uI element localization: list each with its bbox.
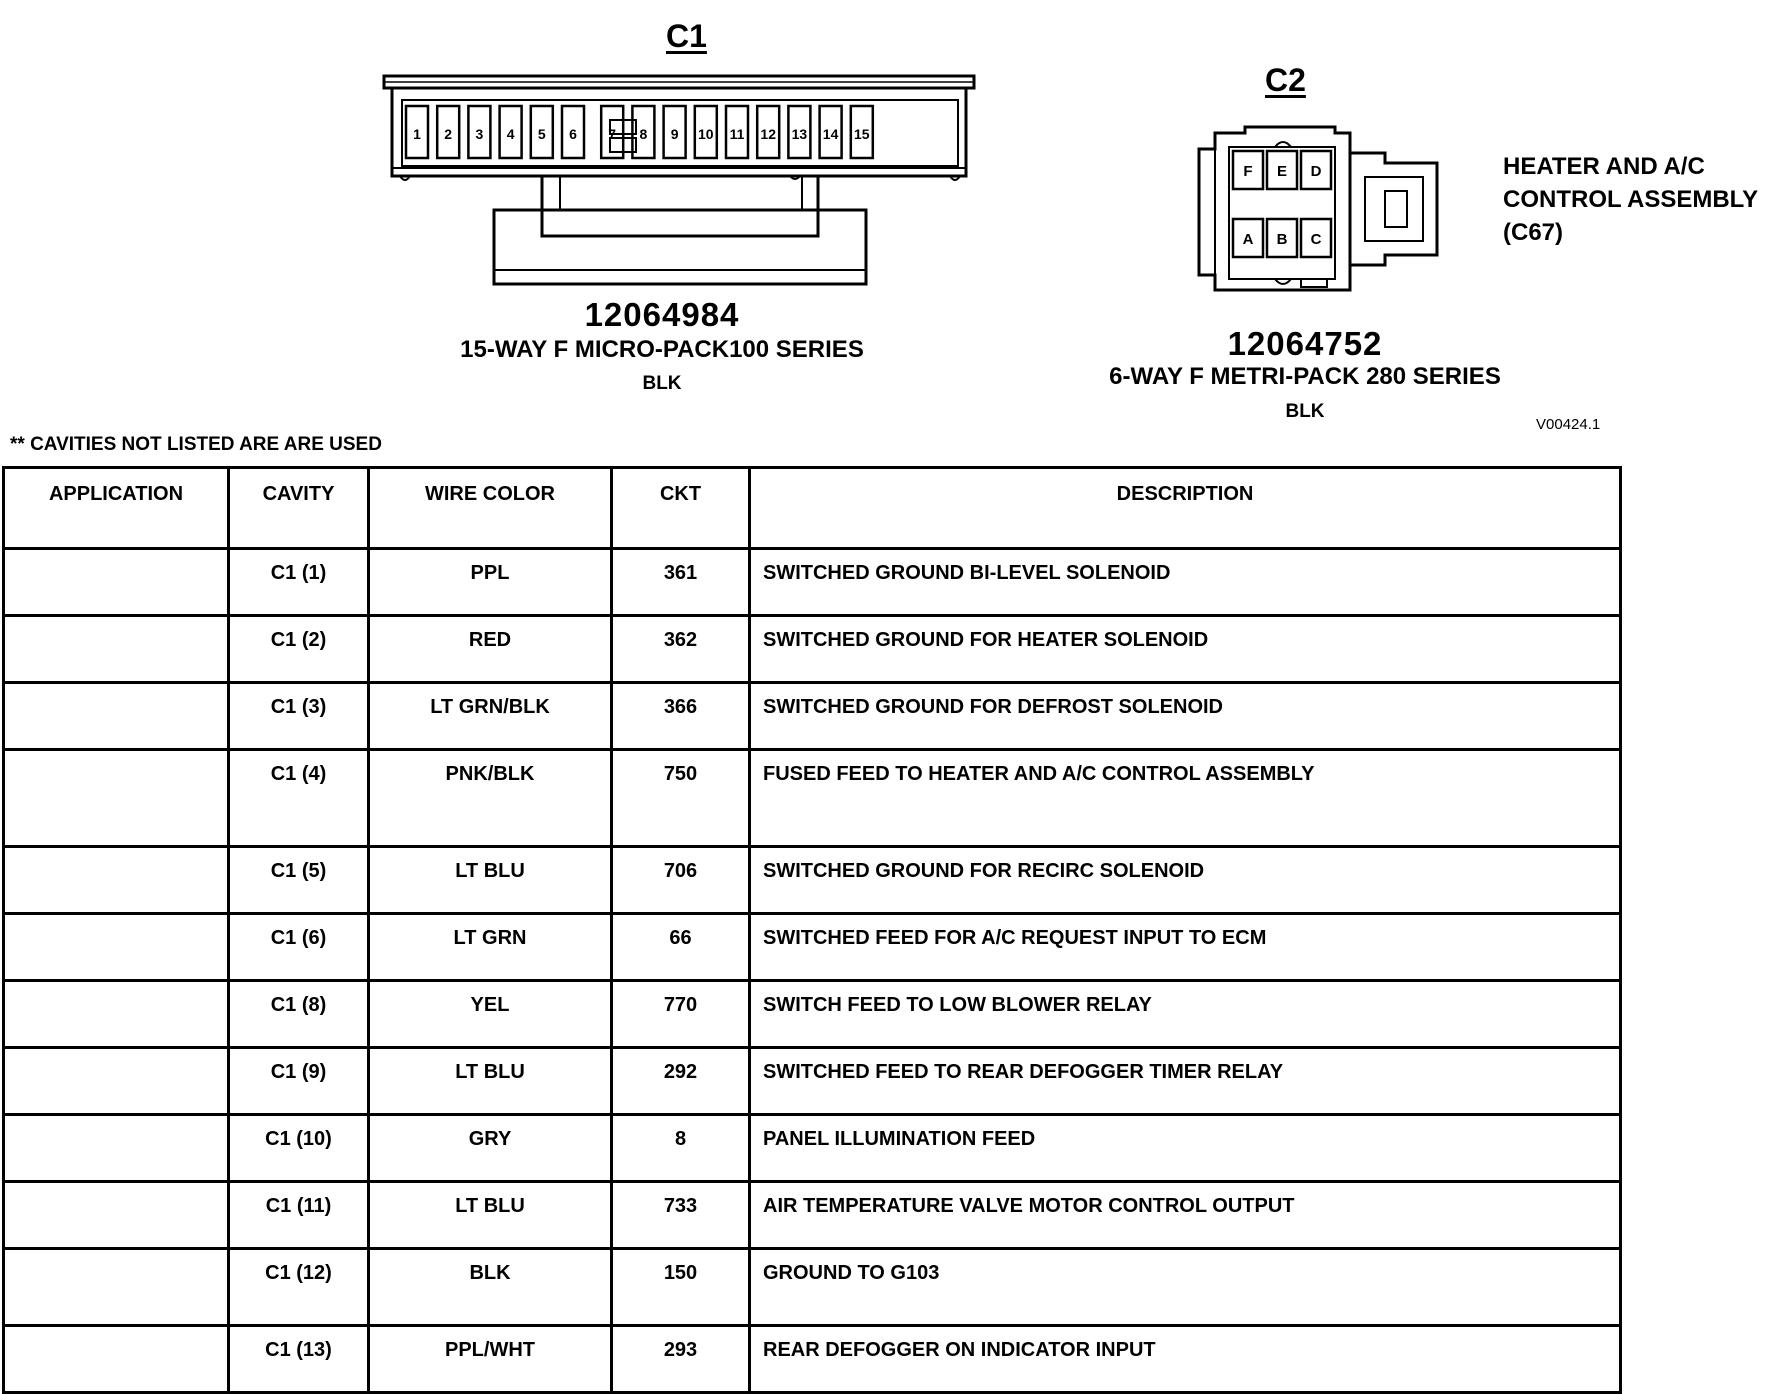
c1-color: BLK <box>642 373 682 394</box>
cell-wire-color: PPL <box>369 549 612 616</box>
c1-series: 15-WAY F MICRO-PACK100 SERIES <box>460 336 864 363</box>
cell-cavity: C1 (13) <box>229 1326 369 1393</box>
header-ckt: CKT <box>612 468 750 549</box>
c2-title: C2 <box>1265 62 1306 98</box>
reference-code: V00424.1 <box>1536 416 1601 433</box>
cell-cavity: C1 (4) <box>229 750 369 847</box>
table-row <box>4 847 1621 914</box>
cell-description: SWITCHED FEED FOR A/C REQUEST INPUT TO ECM <box>750 914 1621 981</box>
cell-cavity: C1 (1) <box>229 549 369 616</box>
cell-ckt: 292 <box>612 1048 750 1115</box>
cell-ckt: 150 <box>612 1249 750 1326</box>
cell-wire-color: LT BLU <box>369 1182 612 1249</box>
c2-pin-label: F <box>1243 163 1253 180</box>
cell-application <box>4 847 229 914</box>
cell-ckt: 366 <box>612 683 750 750</box>
cell-ckt: 8 <box>612 1115 750 1182</box>
cell-ckt: 66 <box>612 914 750 981</box>
cell-cavity: C1 (6) <box>229 914 369 981</box>
table-header-row <box>4 468 1621 549</box>
cell-description: SWITCHED GROUND FOR DEFROST SOLENOID <box>750 683 1621 750</box>
table-row <box>4 683 1621 750</box>
c2-color: BLK <box>1285 401 1325 422</box>
cell-ckt: 770 <box>612 981 750 1048</box>
cell-application <box>4 914 229 981</box>
cell-cavity: C1 (9) <box>229 1048 369 1115</box>
cell-wire-color: LT BLU <box>369 847 612 914</box>
c1-connector-drawing <box>370 60 990 300</box>
c1-pin-label: 15 <box>854 126 870 142</box>
cell-description: SWITCHED GROUND BI-LEVEL SOLENOID <box>750 549 1621 616</box>
cell-cavity: C1 (12) <box>229 1249 369 1326</box>
cell-wire-color: PPL/WHT <box>369 1326 612 1393</box>
cell-application <box>4 1326 229 1393</box>
cell-description: AIR TEMPERATURE VALVE MOTOR CONTROL OUTPUT <box>750 1182 1621 1249</box>
table-row <box>4 1326 1621 1393</box>
c1-pin-label: 3 <box>475 126 484 142</box>
cell-wire-color: BLK <box>369 1249 612 1326</box>
c1-pin-label: 11 <box>729 126 745 142</box>
cell-application <box>4 981 229 1048</box>
cell-cavity: C1 (2) <box>229 616 369 683</box>
cell-application <box>4 1048 229 1115</box>
c1-pin-label: 1 <box>413 126 421 142</box>
table-row <box>4 1249 1621 1326</box>
cell-description: SWITCH FEED TO LOW BLOWER RELAY <box>750 981 1621 1048</box>
table-row <box>4 616 1621 683</box>
table-row <box>4 750 1621 847</box>
c1-pin-label: 2 <box>444 126 453 142</box>
table-row <box>4 914 1621 981</box>
c1-pin-label: 12 <box>760 126 776 142</box>
cell-cavity: C1 (3) <box>229 683 369 750</box>
cell-application <box>4 549 229 616</box>
cell-ckt: 750 <box>612 750 750 847</box>
cell-cavity: C1 (11) <box>229 1182 369 1249</box>
cell-ckt: 361 <box>612 549 750 616</box>
header-description: DESCRIPTION <box>750 468 1621 549</box>
cell-wire-color: GRY <box>369 1115 612 1182</box>
cell-description: GROUND TO G103 <box>750 1249 1621 1326</box>
table-row <box>4 549 1621 616</box>
header-wire-color: WIRE COLOR <box>369 468 612 549</box>
table-row <box>4 1048 1621 1115</box>
c2-pin-label: A <box>1242 231 1254 248</box>
assembly-label <box>1503 150 1758 249</box>
assembly-line-1: HEATER AND A/C <box>1503 153 1705 180</box>
cell-wire-color: LT BLU <box>369 1048 612 1115</box>
c1-pin-label: 5 <box>537 126 546 142</box>
cavities-note: ** CAVITIES NOT LISTED ARE ARE USED <box>10 434 382 455</box>
cell-wire-color: LT GRN <box>369 914 612 981</box>
cell-ckt: 293 <box>612 1326 750 1393</box>
c2-part-number: 12064752 <box>1227 325 1383 362</box>
cell-description: SWITCHED GROUND FOR RECIRC SOLENOID <box>750 847 1621 914</box>
cell-application <box>4 1249 229 1326</box>
c1-pin-label: 6 <box>569 126 577 142</box>
c1-pin-label: 7 <box>608 126 617 142</box>
c1-pin-label: 8 <box>639 126 648 142</box>
header-application: APPLICATION <box>4 468 229 549</box>
cell-ckt: 733 <box>612 1182 750 1249</box>
cell-wire-color: YEL <box>369 981 612 1048</box>
cell-ckt: 706 <box>612 847 750 914</box>
c2-series: 6-WAY F METRI-PACK 280 SERIES <box>1109 363 1501 390</box>
cell-description: FUSED FEED TO HEATER AND A/C CONTROL ASSEMBLY <box>750 750 1621 847</box>
cell-wire-color: LT GRN/BLK <box>369 683 612 750</box>
c2-pin-label: C <box>1310 231 1322 248</box>
c1-pin-label: 13 <box>791 126 808 142</box>
cell-cavity: C1 (5) <box>229 847 369 914</box>
c2-pin-label: E <box>1276 163 1288 180</box>
table-row <box>4 981 1621 1048</box>
cell-description: REAR DEFOGGER ON INDICATOR INPUT <box>750 1326 1621 1393</box>
cell-ckt: 362 <box>612 616 750 683</box>
c1-pin-label: 9 <box>670 126 679 142</box>
cell-application <box>4 750 229 847</box>
c1-title: C1 <box>666 18 707 54</box>
header-cavity: CAVITY <box>229 468 369 549</box>
c2-pin-label: D <box>1310 163 1322 180</box>
cell-wire-color: RED <box>369 616 612 683</box>
table-row <box>4 1115 1621 1182</box>
cell-application <box>4 683 229 750</box>
table-row <box>4 1182 1621 1249</box>
c1-latch <box>494 210 866 284</box>
cell-application <box>4 1182 229 1249</box>
c1-pin-label: 14 <box>822 126 839 142</box>
cell-wire-color: PNK/BLK <box>369 750 612 847</box>
cell-description: PANEL ILLUMINATION FEED <box>750 1115 1621 1182</box>
cell-application <box>4 616 229 683</box>
c2-connector-drawing <box>1185 125 1455 295</box>
pinout-table <box>2 466 1622 1394</box>
assembly-line-2: CONTROL ASSEMBLY <box>1503 186 1759 213</box>
cell-application <box>4 1115 229 1182</box>
c1-part-number: 12064984 <box>584 296 740 333</box>
cell-description: SWITCHED FEED TO REAR DEFOGGER TIMER RELAY <box>750 1048 1621 1115</box>
c1-pin-label: 4 <box>506 126 515 142</box>
cell-description: SWITCHED GROUND FOR HEATER SOLENOID <box>750 616 1621 683</box>
assembly-line-3: (C67) <box>1503 219 1564 246</box>
cell-cavity: C1 (8) <box>229 981 369 1048</box>
c2-pin-label: B <box>1276 231 1288 248</box>
cell-cavity: C1 (10) <box>229 1115 369 1182</box>
c1-pin-label: 10 <box>698 126 714 142</box>
